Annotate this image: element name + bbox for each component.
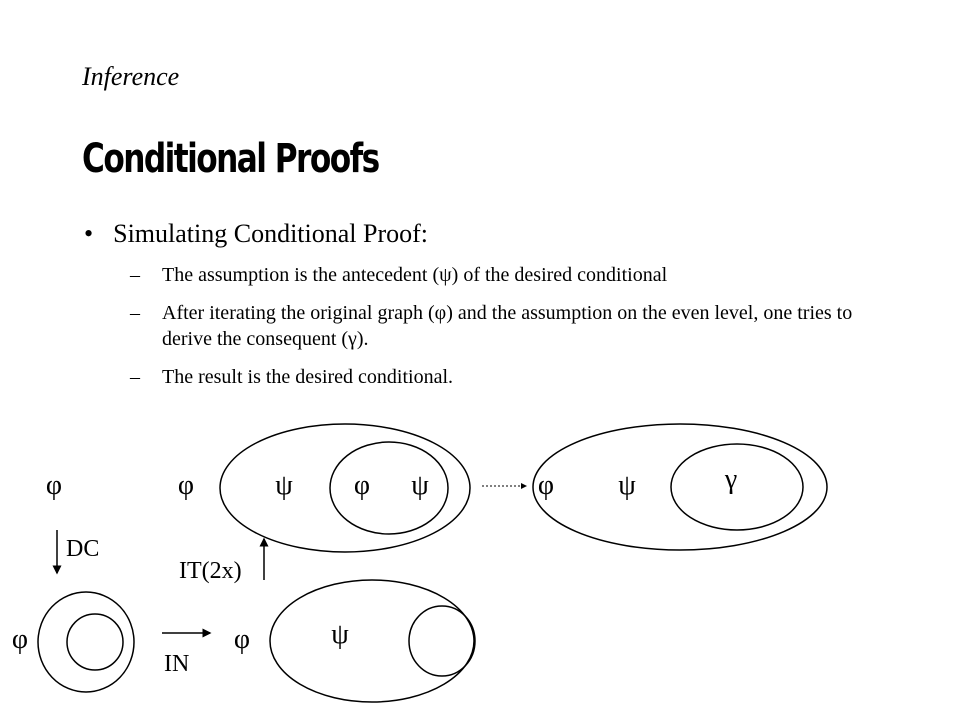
inner-cut — [409, 606, 475, 676]
dc-label: DC — [66, 536, 100, 562]
phi-symbol: φ — [537, 470, 555, 501]
outer-cut — [270, 580, 474, 702]
outer-cut — [533, 424, 827, 550]
gamma-symbol: γ — [724, 464, 738, 495]
psi-symbol: ψ — [618, 470, 636, 501]
slide-subtitle: Inference — [82, 62, 180, 91]
phi-symbol: φ — [353, 470, 371, 501]
outer-cut — [38, 592, 134, 692]
phi-symbol: φ — [11, 624, 29, 655]
psi-symbol: ψ — [275, 470, 293, 501]
inner-cut — [67, 614, 123, 670]
dash-marker: – — [130, 264, 140, 286]
phi-symbol: φ — [177, 470, 195, 501]
psi-symbol: ψ — [411, 470, 429, 501]
sub-bullet-text: The result is the desired conditional. — [162, 366, 454, 388]
outer-cut — [220, 424, 470, 552]
in-label: IN — [164, 651, 190, 677]
psi-symbol: ψ — [331, 619, 349, 650]
it-label: IT(2x) — [179, 558, 242, 584]
sub-bullet-text: The assumption is the antecedent (ψ) of the desired conditional — [162, 264, 668, 286]
slide-title: Conditional Proofs — [82, 136, 379, 182]
inner-cut — [330, 442, 448, 534]
dash-marker: – — [130, 366, 140, 388]
sub-bullet-text: After iterating the original graph (φ) and the assumption on the even level, one tries to derive the consequent (γ). — [162, 302, 853, 350]
phi-symbol: φ — [233, 624, 251, 655]
dash-marker: – — [130, 302, 140, 324]
bullet-marker: • — [84, 219, 94, 248]
phi-symbol: φ — [45, 470, 63, 501]
main-bullet-text: Simulating Conditional Proof: — [113, 219, 429, 248]
